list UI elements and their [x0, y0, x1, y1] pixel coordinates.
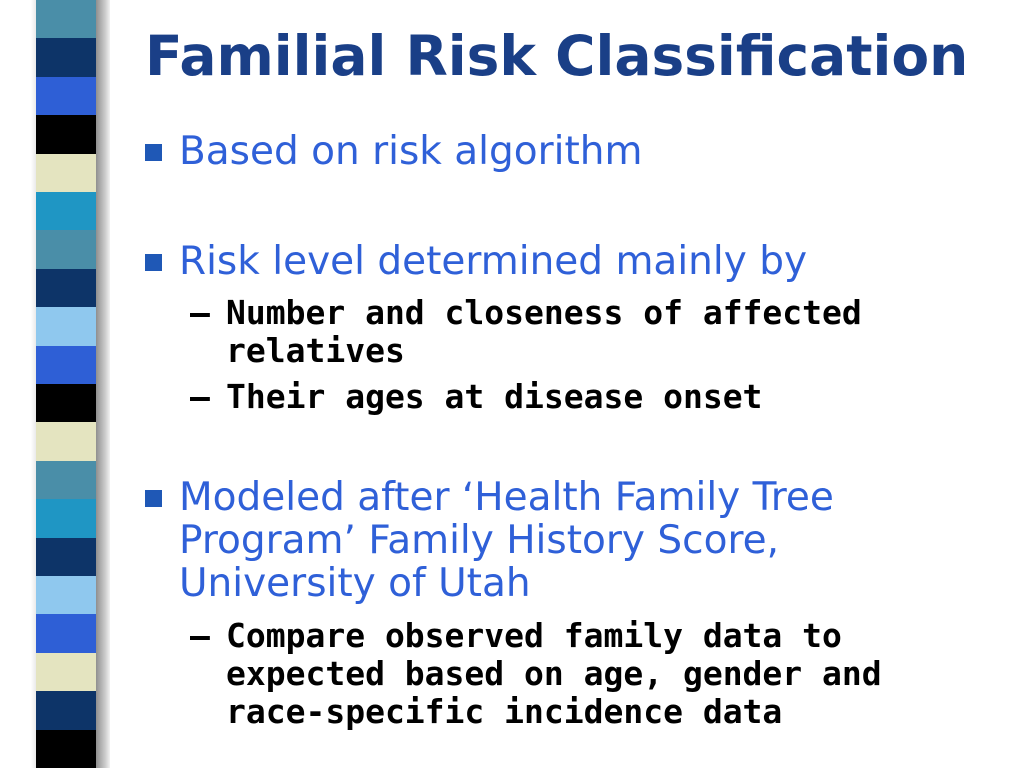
stripe-left-edge — [0, 0, 36, 768]
bullet-item — [145, 476, 969, 605]
stripe-segment — [36, 422, 96, 461]
stripe-segment — [36, 691, 96, 730]
slide-title: Familial Risk Classification — [145, 24, 969, 88]
stripe-segment — [36, 269, 96, 307]
stripe-segment — [36, 384, 96, 422]
dash-marker: – — [190, 293, 210, 332]
stripe-segment — [36, 230, 96, 269]
dash-marker: – — [190, 616, 210, 655]
stripe-segment — [36, 614, 96, 653]
stripe-segment — [36, 115, 96, 154]
stripe-segment — [36, 653, 96, 691]
sub-bullet-text: Number and closeness of affected relatives — [226, 293, 862, 370]
stripe-segment — [36, 576, 96, 614]
stripe-segment — [36, 307, 96, 346]
sub-bullet-item — [190, 294, 926, 370]
square-bullet-icon — [145, 254, 162, 271]
bullet-text: Modeled after ‘Health Family Tree Program’ Family History Score, University of Utah — [179, 475, 834, 606]
dash-marker: – — [190, 377, 210, 416]
stripe-segment — [36, 499, 96, 538]
stripe-segment — [36, 77, 96, 115]
stripe-segment — [36, 461, 96, 499]
stripe-segment — [36, 730, 96, 768]
sub-bullet-text: Compare observed family data to expected based on age, gender and race-specific incidence data — [226, 616, 882, 731]
stripe-segment — [36, 0, 96, 38]
bullet-item — [145, 130, 979, 173]
stripe-segment — [36, 192, 96, 230]
sub-bullet-item — [190, 617, 926, 731]
sub-bullet-item — [190, 378, 926, 416]
sub-bullet-text: Their ages at disease onset — [226, 377, 763, 416]
square-bullet-icon — [145, 144, 162, 161]
stripe-segment — [36, 538, 96, 576]
decorative-stripe-bar — [0, 0, 118, 768]
stripe-segment — [36, 38, 96, 77]
stripe-segment — [36, 154, 96, 192]
square-bullet-icon — [145, 490, 162, 507]
bullet-text: Risk level determined mainly by — [179, 239, 808, 284]
stripe-segments — [36, 0, 96, 768]
stripe-segment — [36, 346, 96, 384]
bullet-text: Based on risk algorithm — [179, 129, 643, 174]
bullet-item — [145, 240, 979, 283]
stripe-shadow — [96, 0, 110, 768]
